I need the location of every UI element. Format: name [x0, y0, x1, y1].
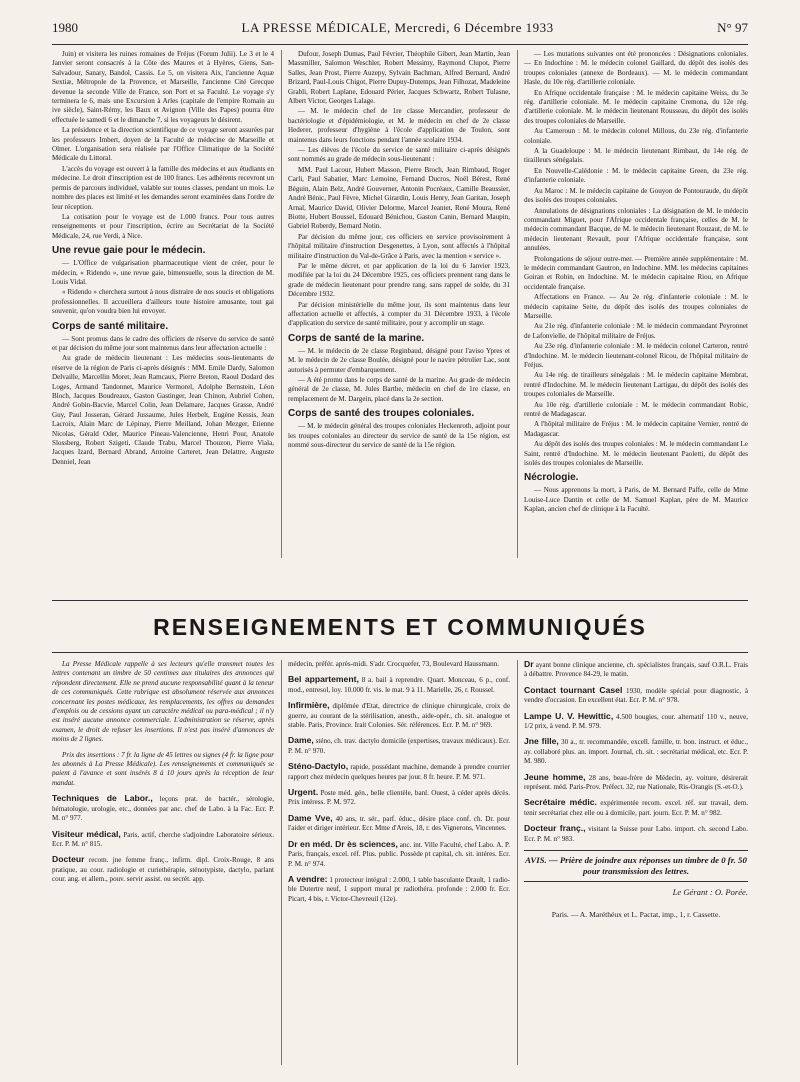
- classified-ad: [524, 798, 748, 818]
- article-paragraph: — Nous apprenons la mort, à Paris, de M. Bernard Paffe, celle de Mme Louise-Luce Dantin et celle de M. Samuel Kaplan, père de M. Maurice Kaplan, ancien chef de clinique à la Faculté.: [524, 486, 748, 514]
- classified-ad: [524, 824, 748, 844]
- classified-ad-text: 8 a. bail à reprendre. Quart. Monceau, 6 p., conf. mod., entresol, loy. 10.000 fr. vis. le mat. 9 à 11. Marielle, 26, r. Roussel.: [288, 676, 510, 694]
- classified-ad-text: Poste méd. gén., belle clientèle, banl. Ouest, à céder après décès. Prix intéress. P. M. 972.: [288, 789, 510, 807]
- ads-intro: [52, 660, 274, 788]
- classified-ad-text: ayant bonne clinique ancienne, ch. spécialistes français, sauf O.R.L. Frais à débattre. Provence 84-29, le matin.: [524, 661, 748, 679]
- classified-ad-lead: Docteur franç.,: [524, 823, 586, 834]
- article-paragraph: Au Cameroun : M. le médecin colonel Millous, du 23e rég. d'infanterie coloniale.: [524, 127, 748, 145]
- classified-ad: [288, 814, 510, 834]
- classified-ad: [52, 794, 274, 823]
- article-paragraph: Au 21e rég. d'infanterie coloniale : M. le médecin commandant Peyronnet de Lafonvielle, de l'hôpital militaire de Fréjus.: [524, 322, 748, 340]
- classified-ad: [524, 737, 748, 766]
- article-heading: Une revue gaie pour le médecin.: [52, 245, 206, 257]
- article-paragraph: A l'hôpital militaire de Fréjus : M. le médecin capitaine Vernier, rentré de Madagascar.: [524, 420, 748, 438]
- article-heading: Nécrologie.: [524, 472, 579, 484]
- ads-list: [52, 794, 274, 884]
- classified-ad: [52, 855, 274, 884]
- column-separator: [281, 660, 282, 1065]
- classified-ad: [288, 788, 510, 808]
- classified-ad-lead: Jeune homme,: [524, 771, 586, 782]
- article-paragraph: — L'Office de vulgarisation pharmaceutique vient de créer, pour le médecin, « Ridendo », une revue gaie, bimensuelle, sous la direction de M. Louis Vidal.: [52, 259, 274, 286]
- classified-ad-text: 1 protecteur intégral : 2.000, 1 table basculante Drault, 1 radio-ble Dutertre neuf, 1 support mural pr radiothéra. profonde : 2.000 fr. Ecr. Picart, 4 bis, r. Victor-Chevreuil (12e).: [288, 875, 510, 903]
- classified-ad-text: diplômée d'Etat, directrice de clinique chirurgicale, croix de guerre, au courant de la stérilisation, anesth., aide-opér., ch. sit. analogue et stable. Paris, Province. Irait Colonies. Sér. références. Ecr. P. M. n° 969.: [288, 702, 510, 730]
- classified-ad-lead: Dr: [524, 660, 534, 669]
- classified-ad: [524, 686, 748, 706]
- article-paragraph: MM. Paul Lacour, Hubert Masson, Pierre Broch, Jean Rimbaud, Roger Carli, Paul Sabatier, Marc Lemoine, Fernand Ducros, Noël Bérest, René Béguin, Alain Belz, André Gouverner, Antonin Pocréaux, Camille Beaussier, André Bénic, Paul Fèvre, Michel Girardin, Louis Henry, Jean Garitan, Joseph Arnal, Maurice David, Olivier Delorme, Marcel Jeantet, René Moura, René Biotte, Hubert Boussel, Edouard Bénichou, Gaston Canin, Bernard Maupin, Gabriel Roberdy, Bernard Notin.: [288, 165, 510, 231]
- classified-ad-text: médecin, préfér. après-midi. S'adr. Crocquefer, 73, Boulevard Haussmann.: [288, 660, 499, 668]
- classified-ad-text: rapide, possédant machine, demande à prendre courrier rapport chez médecin quelques heures par jour. 8 fr. heure. P. M. 971.: [288, 763, 510, 781]
- page-left-number: 1980: [52, 20, 78, 35]
- issue-number: N° 97: [717, 20, 748, 35]
- article-paragraph: — Les élèves de l'école du service de santé militaire ci-après désignés sont nommés au grade de médecin sous-lieutenant :: [288, 146, 510, 164]
- classified-ad-text: 30 a., tr. recommandée, excell. famille, tr. bon. instruct. et éduc., ay. collaboré plus. an. import. Journal, ch. sit. : secrétariat médical, etc. Ecr. P. M. 980.: [524, 738, 748, 766]
- article-paragraph: Au grade de médecin lieutenant : Les médecins sous-lieutenants de réserve de la région de Paris ci-après désignés : MM. Emile Dardy, Salomon Delvaille, Marcellin Moret, Jean Ramcaux, Pierre Breton, Raoul Dodard des Loges, Armand Tandonnet, Maurice Vermorel, Adolphe Bernstein, Léon Bloch, Jacques Boudreaux, Gaston Gastinger, Jean Chinon, Aubriel Cohen, André Gobin-Bacvie, Marcel Colin, Jean Delamare, Jacques Grasse, André Guy, Paul Josseran, Gérard Jussaume, Jules Herbelt, Eugène Kessis, Jean Lacroix, Alain Marc de Lépinay, Pierre Meilland, Johan Mezger, Etienne Nicolas, Gérald Oder, Maurice Pineau-Valencienne, Henri Pour, Anatole Slossberg, Robert Szigeti, Claude Trabu, Marcel Thouzon, Pierre Viala, Jacques Izard, Bernard Abrand, Antoine Carteret, Jean Delattre, Auguste Denniel, Jean: [52, 354, 274, 466]
- classified-ad-lead: Infirmière,: [288, 700, 330, 711]
- classified-ad-lead: Visiteur médical,: [52, 828, 121, 839]
- ads-column-2: [288, 660, 510, 1070]
- classified-ad-text: visitant la Suisse pour Labo. import. ch. second Labo. Ecr. P. M. n° 983.: [524, 825, 748, 843]
- ads-intro-text: La Presse Médicale rappelle à ses lecteurs qu'elle transmet toutes les lettres contenant un timbre de 50 centimes aux titulaires des annonces qui répondent directement. Elle ne prend aucune responsabilité quant à la teneur de ces communiqués. Cette rubrique est absolument réservée aux annonces concernant les postes médicaux, les remplacements, les offres ou demandes d'emplois ou de cessions ayant un caractère médical ou para-médical ; il n'y est inséré aucune annonce commerciale. L'administration se réserve, après examen, le droit de refuser les insertions. Il n'est pas inséré d'annonces de moins de 2 lignes.: [52, 660, 274, 744]
- classified-ad: [288, 701, 510, 730]
- ads-column-3: [524, 660, 748, 1070]
- printer-line: Paris. — A. Maréthéux et L. Pactat, imp., 1, r. Cassette.: [551, 909, 721, 919]
- classified-ad-lead: Urgent.: [288, 787, 319, 798]
- ads-list: [524, 660, 748, 844]
- classified-ad-lead: Secrétaire médic.: [524, 797, 597, 808]
- avis-notice: AVIS. — Prière de joindre aux réponses un timbre de 0 fr. 50 pour transmission des lettres.: [525, 855, 747, 877]
- page-header: [52, 20, 748, 42]
- article-heading: Corps de santé militaire.: [52, 320, 169, 332]
- classified-ad-lead: Dame,: [288, 735, 314, 746]
- classified-ad-lead: Contact tournant Casel: [524, 684, 623, 695]
- article-paragraph: — M. le médecin général des troupes coloniales Heckenroth, adjoint pour les troupes coloniales au directeur du service de santé de la 15e région, est nommé sous-directeur du service de santé de la 15e région.: [288, 422, 510, 450]
- classified-ad-lead: A vendre:: [288, 873, 328, 884]
- classified-ad-text: recom. jne femme franç., infirm. dipl. Croix-Rouge, 8 ans pratique, au cour. radiologie et curiethérapie, sténotypiste, dactylo, parlant cour. ang. et allem., pouv. servir assist. ou secrét. app.: [52, 856, 274, 884]
- article-heading: Corps de santé de la marine.: [288, 332, 425, 344]
- ads-column-1: [52, 660, 274, 1070]
- classified-ad-lead: Bel appartement,: [288, 674, 359, 685]
- column-separator: [281, 50, 282, 558]
- article-paragraph: Dufour, Joseph Dumas, Paul Février, Théophile Gibert, Jean Martin, Jean Massmiller, Salomon Weschler, Robert Messimy, Raymond Clupot, Pierre Salles, Jean Prost, Pierre Auzepy, Sylvain Bachman, Alfred Bernard, André Brizard, Paul-Louis Chigot, Pierre Dupuy-Dutemps, Jean Filhozat, Madeleine Grabli, Robert Laplane, Edouard Périer, Jacques Schwartz, Robert Tulasne, Albert Victor, Georges Lalage.: [288, 50, 510, 106]
- section-title: RENSEIGNEMENTS ET COMMUNIQUÉS: [153, 614, 647, 640]
- classified-ad-lead: Dame Vve,: [288, 812, 333, 823]
- section-rule-top: [52, 600, 748, 601]
- classified-ad-text: leçons prat. de bactér., sérologie, hématologie, urologie, etc., données par anc. chef de Labo. à la Fac. Ecr. P. M. n° 977.: [52, 795, 274, 823]
- top-column-1: [52, 50, 274, 560]
- avis-rule: [524, 850, 748, 851]
- classified-ad: [288, 660, 510, 669]
- classified-ad-text: 1930, modèle spécial pour diagnostic, à vendre d'occasion. En excellent état. Ecr. P. M. n° 978.: [524, 686, 748, 705]
- classified-ad-text: 40 ans, tr. sér., parf. éduc., désire place conf. ch. Dr. pour l'aider et diriger intérieur. Ecr. Mme d'Areis, 18, r. des Vignerons, Vincennes.: [288, 814, 510, 833]
- classified-ad-text: anc. int. Ville Faculté, chef Labo. A. P. Paris, français, excel. réf. Plus. public. Possède pt capital, ch. sit. intéres. Ecr. P. M. n° 974.: [288, 840, 510, 868]
- article-paragraph: — M. le médecin de 2e classe Reginbaud, désigné pour l'aviso Ypres et M. le médecin de 2e classe Boulée, désigné pour le navire pétrolier Lac, sont autorisés à permuter d'embarquement.: [288, 346, 510, 374]
- article-paragraph: La cotisation pour le voyage est de 1.000 francs. Pour tous autres renseignements et pour l'inscription, écrire au Secrétariat de la Société Médicale, 24, rue Verdi, à Nice.: [52, 212, 274, 240]
- article-paragraph: — M. le médecin chef de 1re classe Mercandier, professeur de bactériologie et d'épidémiologie, et M. le médecin en chef de 2e classe Hederer, professeur d'hygiène à l'école d'application de Toulon, sont maintenus dans leurs fonctions pendant l'année scolaire 1934.: [288, 107, 510, 144]
- classified-ad-lead: Docteur: [52, 854, 85, 865]
- classified-ad-lead: Jne fille,: [524, 736, 559, 747]
- classified-ad-lead: Lampe U. V. Hewittic,: [524, 710, 614, 721]
- header-rule: [52, 44, 748, 45]
- article-paragraph: La présidence et la direction scientifique de ce voyage seront assurées par les professeurs Imbert, doyen de la Faculté de médecine de Marseille et Olmer. L'organisation sera réalisée par l'Office Climatique de la Société Médicale du Littoral.: [52, 126, 274, 163]
- article-paragraph: Annulations de désignations coloniales : La désignation de M. le médecin commandant Miguet, pour l'Afrique occidentale française, celles de M. le médecin commandant Bacque, de M. le médecin lieutenant Rouzaut, de M. le médecin lieutenant Revault, pour l'Afrique occidentale française, sont annulées.: [524, 206, 748, 253]
- article-paragraph: — A été promu dans le corps de santé de la marine. Au grade de médecin général de 2e classe, M. Jules Barthe, médecin en chef de 1re classe, en remplacement de M. Dargein, placé dans la 2e section.: [288, 376, 510, 403]
- classified-ad: [524, 773, 748, 793]
- article-paragraph: — Les mutations suivantes ont été prononcées : Désignations coloniales. — En Indochine : M. le médecin colonel Gaillard, du dépôt des isolés des troupes coloniales (annexe de Bordeaux). — M. le médecin commandant Hasle, du 10e rég. d'artillerie coloniale.: [524, 50, 748, 87]
- article-paragraph: Au 23e rég. d'infanterie coloniale : M. le médecin colonel Carteron, rentré d'Indochine. M. le médecin lieutenant-colonel Ricou, de l'hôpital militaire de Fréjus.: [524, 342, 748, 369]
- article-paragraph: Par le même décret, et par application de la loi du 6 Janvier 1923, modifiée par la loi du 24 Décembre 1925, ces officiers prennent rang dans le grade de médecin lieutenant pour prendre rang, sans rappel de solde, du 31 Décembre 1932.: [288, 261, 510, 299]
- section-rule-bottom: [52, 652, 748, 653]
- avis-rule: [524, 881, 748, 882]
- gerant-line: Le Gérant : O. Porée.: [672, 887, 748, 898]
- column-separator: [517, 50, 518, 558]
- classified-ad-text: 4.500 bougies, cour. alternatif 110 v., neuve, 1/2 prix, à vend. P. M. 979.: [524, 712, 748, 731]
- classified-ad-text: Paris, actif, cherche s'adjoindre Laboratoire sérieux. Ecr. P. M. n° 815.: [52, 830, 274, 848]
- article-paragraph: Prolongations de séjour outre-mer. — Première année supplémentaire : M. le médecin commandant Gautron, en Indochine. MM. les médecins capitaines Goiran et Robin, en Indochine. M. le médecin capitaine Riou, en Afrique occidentale française.: [524, 254, 748, 291]
- article-paragraph: En Afrique occidentale française : M. le médecin capitaine Weiss, du 3e rég. d'artillerie coloniale. M. le médecin capitaine Cremona, du 12e rég. d'artillerie coloniale. M. le médecin lieutenant Rousseau, du dépôt des isolés des troupes coloniales de Marseille.: [524, 88, 748, 125]
- article-paragraph: Au dépôt des isolés des troupes coloniales : M. le médecin commandant Le Saint, rentré d'Indochine. M. le médecin lieutenant Paoletti, du dépôt des isolés des troupes coloniales de Marseille.: [524, 440, 748, 468]
- classified-ad-text: expérimentée recom. excel. réf. sur travail, dem. tenir secrétariat chez elle ou à domicile, part. journ. Ecr. P. M. n° 982.: [524, 799, 748, 817]
- journal-title: LA PRESSE MÉDICALE, Mercredi, 6 Décembre 1933: [241, 20, 554, 35]
- article-paragraph: Au 14e rég. de tirailleurs sénégalais : M. le médecin capitaine Membrat, rentré d'Indochine. M. le médecin lieutenant Lartigau, du dépôt des isolés des troupes coloniales de Marseille.: [524, 371, 748, 399]
- article-paragraph: Par décision du même jour, ces officiers en service provisoirement à l'hôpital militaire d'instruction Desgenettes, à Lyon, sont affectés à l'hôpital militaire d'instruction du Val-de-Grâce à Paris, avec la mention « service ».: [288, 232, 510, 260]
- classified-ad: [524, 660, 748, 680]
- classified-ad-text: 28 ans, beau-frère de Médecin, ay. voiture, désirerait représent. méd. Paris-Prov. Préfect. 32, rue Nationale, Ris-Orangis (S.-et-O.).: [524, 773, 748, 792]
- top-column-2: [288, 50, 510, 560]
- article-paragraph: L'accès du voyage est ouvert à la famille des médecins et aux étudiants en médecine. Le droit d'inscription est de 100 francs. Les adhérents recevront un permis de parcours individuel, valable sur toutes classes, pendant un mois. Le nombre des places est limité et les demandes seront examinées dans l'ordre de leur réception.: [52, 164, 274, 211]
- article-paragraph: Affectations en France. — Au 2e rég. d'infanterie coloniale : M. le médecin capitaine Seite, du dépôt des isolés des troupes coloniales de Marseille.: [524, 293, 748, 320]
- classified-ad-lead: Sténo-Dactylo,: [288, 761, 349, 772]
- article-paragraph: En Nouvelle-Calédonie : M. le médecin capitaine Green, du 23e rég. d'infanterie coloniale.: [524, 166, 748, 185]
- article-paragraph: Juin) et visitera les ruines romaines de Fréjus (Forum Julii). Le 3 et le 4 Janvier seront consacrés à la Côte des Maures et à Hyères, Giens, San-Salvadour, Sanary, Bandol, Cassis. Le 5, on visitera Aix, l'ancienne Aquæ Sextiæ, Métropole de la Provence, et Marseille, l'ancienne Cité Grecque devenue la seconde Ville de France, son Port et sa Faculté. Le voyage s'y terminera le 6, mais une Excursion à Arles (capitale de l'empire Romain au ive siècle), Saint-Rémy, les Baux et Avignon (Ville des Papes) pourra être effectuée le samedi 6 et le dimanche 7, si les voyageurs le désirent.: [52, 50, 274, 124]
- article-paragraph: Au 10e rég. d'artillerie coloniale : M. le médecin commandant Robic, rentré de Madagascar.: [524, 400, 748, 419]
- article-paragraph: — Sont promus dans le cadre des officiers de réserve du service de santé et par décision du même jour sont maintenus dans leur affectation actuelle :: [52, 334, 274, 352]
- article-paragraph: « Ridendo » cherchera surtout à nous distraire de nos soucis et obligations professionnelles. Il accueillera d'ailleurs toute histoire amusante, tout gai souvenir, qu'on voudra bien lui envoyer.: [52, 288, 274, 316]
- classified-ad: [288, 840, 510, 869]
- article-paragraph: Au Maroc : M. le médecin capitaine de Gouyon de Pontouraude, du dépôt des isolés des troupes coloniales.: [524, 186, 748, 205]
- classified-ad-lead: Techniques de Labor.,: [52, 793, 153, 804]
- classified-ad-text: sténo, ch. trav. dactylo domicile (expertises, travaux médicaux). Ecr. P. M. n° 970.: [288, 737, 510, 755]
- ads-prices-text: Prix des insertions : 7 fr. la ligne de 45 lettres ou signes (4 fr. la ligne pour les abonnés à La Presse Médicale). Les renseignements et communiqués se paient à l'avance et sont insérés 8 à 10 jours après la réception de leur mandat.: [52, 750, 274, 787]
- article-paragraph: A la Guadeloupe : M. le médecin lieutenant Rimbaut, du 14e rég. de tirailleurs sénégalais.: [524, 147, 748, 165]
- column-separator: [517, 660, 518, 1065]
- classified-ad: [524, 712, 748, 732]
- classified-ad: [52, 830, 274, 850]
- classified-ad: [288, 875, 510, 904]
- top-column-3: [524, 50, 748, 560]
- classified-ad: [288, 675, 510, 695]
- classified-ad-lead: Dr en méd. Dr ès sciences,: [288, 838, 398, 849]
- classified-ad: [288, 736, 510, 756]
- article-paragraph: Par décision ministérielle du même jour, ils sont maintenus dans leur affectation actuelle et affectés, à compter du 31 Décembre 1933, à l'école d'application du service de santé militaire, pour y accomplir un stage.: [288, 300, 510, 328]
- classified-ad: [288, 762, 510, 782]
- article-heading: Corps de santé des troupes coloniales.: [288, 408, 475, 420]
